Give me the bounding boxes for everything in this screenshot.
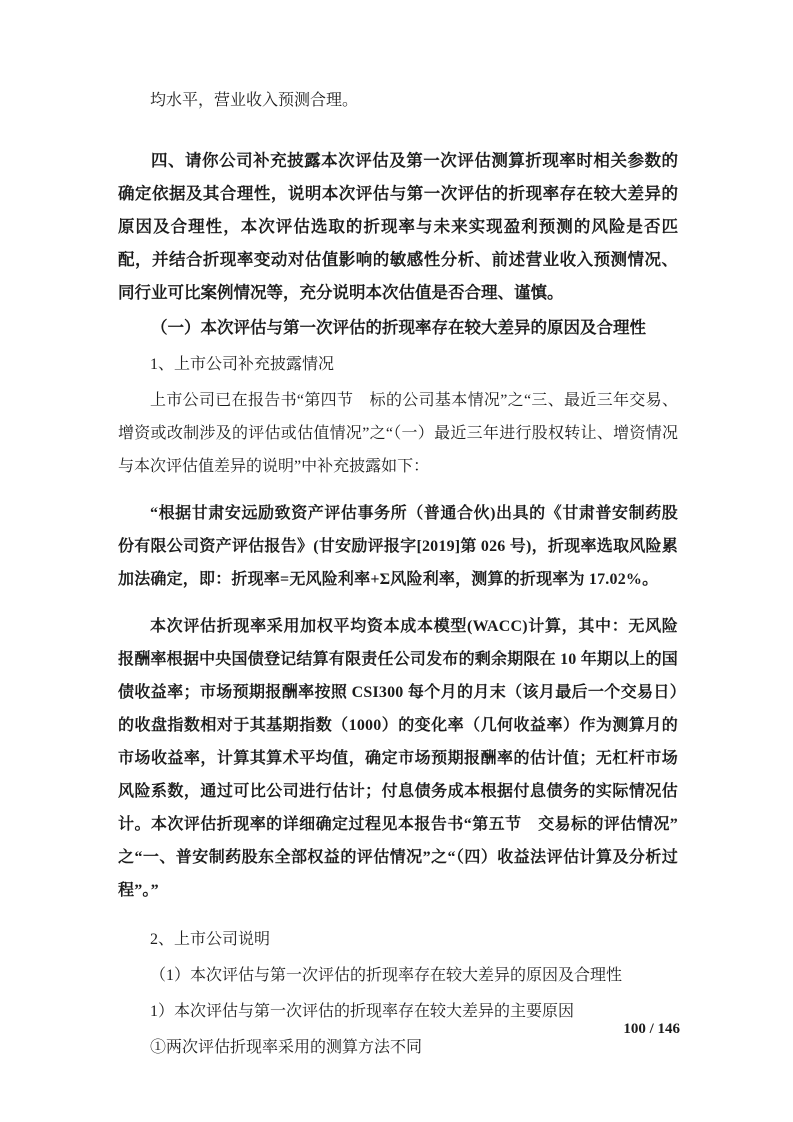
subsection-2-company-explanation: 2、上市公司说明 <box>150 931 271 948</box>
document-content <box>118 84 678 1064</box>
quote-current-valuation-wacc: 本次评估折现率采用加权平均资本成本模型(WACC)计算，其中：无风险报酬率根据中央国债登记结算有限责任公司发布的剩余期限在 10 年期以上的国债收益率；市场预期报酬率按照 CSI300 每个月的月末（该月最后一个交易日）的收盘指数相对于其基期指数（1000）的变化率（几何收益率）作为测算月的市场收益率，计算其算术平均值，确定市场预期报酬率的估计值；无杠杆市场风险系数，通过可比公司进行估计；付息债务成本根据付息债务的实际情况估计。本次评估折现率的详细确定过程见本报告书“第五节 交易标的评估情况”之“一、普安制药股东全部权益的评估情况”之“（四）收益法评估计算及分析过程”。” <box>118 618 678 899</box>
inquiry-question-paragraph: 四、请你公司补充披露本次评估及第一次评估测算折现率时相关参数的确定依据及其合理性，说明本次评估与第一次评估的折现率存在较大差异的原因及合理性，本次评估选取的折现率与未来实现盈利预测的风险是否匹配，并结合折现率变动对估值影响的敏感性分析、前述营业收入预测情况、同行业可比案例情况等，充分说明本次估值是否合理、谨慎。 <box>118 152 678 302</box>
item-circle1-different-methods: ①两次评估折现率采用的测算方法不同 <box>150 1039 423 1056</box>
paragraph-continuation: 均水平，营业收入预测合理。 <box>150 92 359 109</box>
item-1-difference-reason-rationality: （1）本次评估与第一次评估的折现率存在较大差异的原因及合理性 <box>150 967 623 984</box>
section-heading-reason-rationality: （一）本次评估与第一次评估的折现率存在较大差异的原因及合理性 <box>151 319 646 337</box>
item-1-main-reason: 1）本次评估与第一次评估的折现率存在较大差异的主要原因 <box>150 1003 575 1020</box>
page-number: 100 / 146 <box>623 1021 680 1037</box>
paragraph-disclosure-location: 上市公司已在报告书“第四节 标的公司基本情况”之“三、最近三年交易、增资或改制涉及的评估或估值情况”之“（一）最近三年进行股权转让、增资情况与本次评估值差异的说明”中补充披露如下： <box>118 392 678 475</box>
subsection-1-supplementary-disclosure: 1、上市公司补充披露情况 <box>150 356 335 373</box>
quote-first-valuation-discount-rate: “根据甘肃安远励致资产评估事务所（普通合伙)出具的《甘肃普安制药股份有限公司资产评估报告》(甘安励评报字[2019]第 026 号)，折现率选取风险累加法确定，即：折现率=无风险利率+Σ风险利率，测算的折现率为 17.02%。 <box>118 505 678 588</box>
